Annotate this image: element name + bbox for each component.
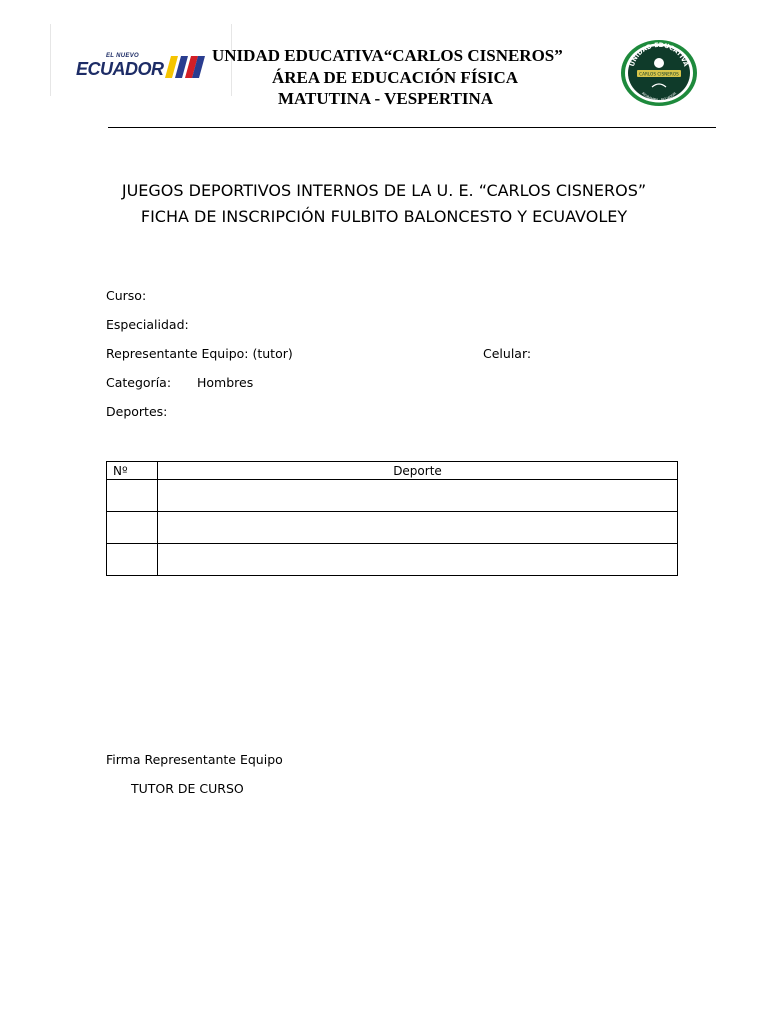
signature-role: TUTOR DE CURSO [131,781,244,796]
seal-band-text: CARLOS CISNEROS [639,71,679,77]
table-row [107,512,678,544]
table-header-row [107,462,678,480]
table-row [107,480,678,512]
table-cell-sport[interactable] [158,480,678,512]
flag-stripes-icon [165,54,205,80]
representante-label: Representante Equipo: (tutor) [106,346,293,361]
especialidad-label: Especialidad: [106,317,189,332]
logo-main-text: ECUADOR [76,59,164,79]
table-cell-number[interactable] [107,544,158,576]
celular-label: Celular: [483,346,532,361]
school-name: UNIDAD EDUCATIVA“CARLOS CISNEROS” [212,46,563,65]
column-header-sport: Deporte [158,462,678,480]
seal-ring-text: UNIDAD EDUCATIVA [628,41,690,68]
logo-top-text: EL NUEVO [106,53,139,59]
column-header-number: Nº [107,462,158,480]
table-cell-number[interactable] [107,480,158,512]
school-seal-icon [619,39,699,107]
categoria-label: Categoría: [106,375,172,390]
form-title-line2: FICHA DE INSCRIPCIÓN FULBITO BALONCESTO Y ECUAVOLEY [140,207,628,226]
table-cell-sport[interactable] [158,512,678,544]
header-divider [108,127,716,128]
signature-label: Firma Representante Equipo [106,752,283,767]
sports-table [106,461,678,576]
table-cell-sport[interactable] [158,544,678,576]
categoria-value: Hombres [197,375,254,390]
area-name: ÁREA DE EDUCACIÓN FÍSICA [272,68,519,87]
seal-bottom-text: RIOBAMBA - ECUADOR [640,91,678,103]
deportes-label: Deportes: [106,404,168,419]
shift-name: MATUTINA - VESPERTINA [278,89,494,108]
curso-label: Curso: [106,288,147,303]
table-cell-number[interactable] [107,512,158,544]
form-title-line1: JUEGOS DEPORTIVOS INTERNOS DE LA U. E. “CARLOS CISNEROS” [121,181,647,200]
table-row [107,544,678,576]
